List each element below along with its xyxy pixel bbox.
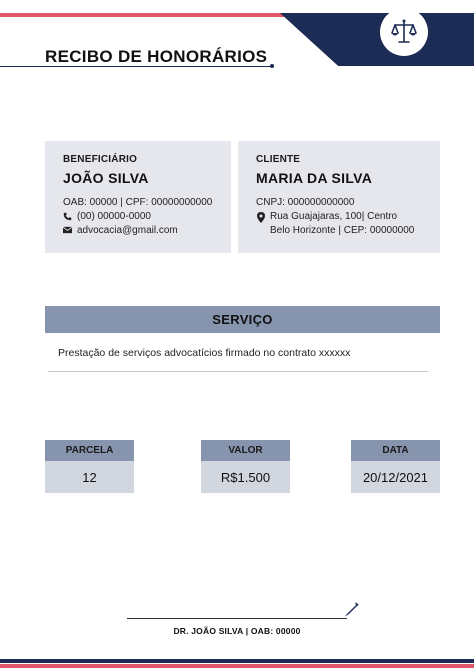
installment-value: 12: [45, 461, 134, 493]
amount-label: VALOR: [201, 440, 290, 461]
beneficiary-label: BENEFICIÁRIO: [63, 154, 138, 165]
service-description: Prestação de serviços advocatícios firmado no contrato xxxxxx: [58, 347, 351, 359]
date-box: [351, 440, 440, 493]
pen-icon: [343, 602, 359, 623]
signature-name: DR. JOÃO SILVA | OAB: 00000: [173, 626, 301, 636]
amount-box: [201, 440, 290, 493]
amount-value: R$1.500: [201, 461, 290, 493]
phone-icon: [63, 212, 72, 221]
header-accent-stripe: [0, 13, 290, 17]
client-card: [238, 141, 440, 253]
map-pin-icon: [256, 212, 265, 223]
client-cnpj: CNPJ: 000000000000: [256, 197, 355, 208]
beneficiary-card: [45, 141, 231, 253]
scales-of-justice-icon: [380, 8, 428, 56]
client-label: CLIENTE: [256, 154, 301, 165]
installment-label: PARCELA: [45, 440, 134, 461]
title-underline-dot: [270, 64, 274, 68]
client-name: MARIA DA SILVA: [256, 170, 373, 186]
service-divider: [48, 371, 428, 372]
title-underline: [0, 66, 274, 67]
client-address-row: [256, 210, 422, 238]
header-navy-panel: [280, 13, 474, 66]
document-title: RECIBO DE HONORÁRIOS: [45, 47, 268, 66]
client-address: [270, 210, 414, 238]
date-value: 20/12/2021: [351, 461, 440, 493]
beneficiary-registration: OAB: 00000 | CPF: 00000000000: [63, 197, 213, 208]
footer-navy-stripe: [0, 659, 474, 663]
footer-red-stripe: [0, 664, 474, 668]
signature-line: [127, 618, 347, 619]
beneficiary-name: JOÃO SILVA: [63, 170, 149, 186]
service-heading: SERVIÇO: [45, 306, 440, 333]
envelope-icon: [63, 226, 72, 234]
beneficiary-phone-row: [63, 210, 213, 224]
beneficiary-email-row: [63, 224, 213, 238]
client-address-line2: Belo Horizonte | CEP: 00000000: [270, 225, 415, 236]
date-label: DATA: [351, 440, 440, 461]
beneficiary-phone: (00) 00000-0000: [77, 211, 151, 222]
installment-box: [45, 440, 134, 493]
client-address-line1: Rua Guajajaras, 100| Centro: [270, 211, 398, 222]
beneficiary-email: advocacia@gmail.com: [77, 225, 178, 236]
